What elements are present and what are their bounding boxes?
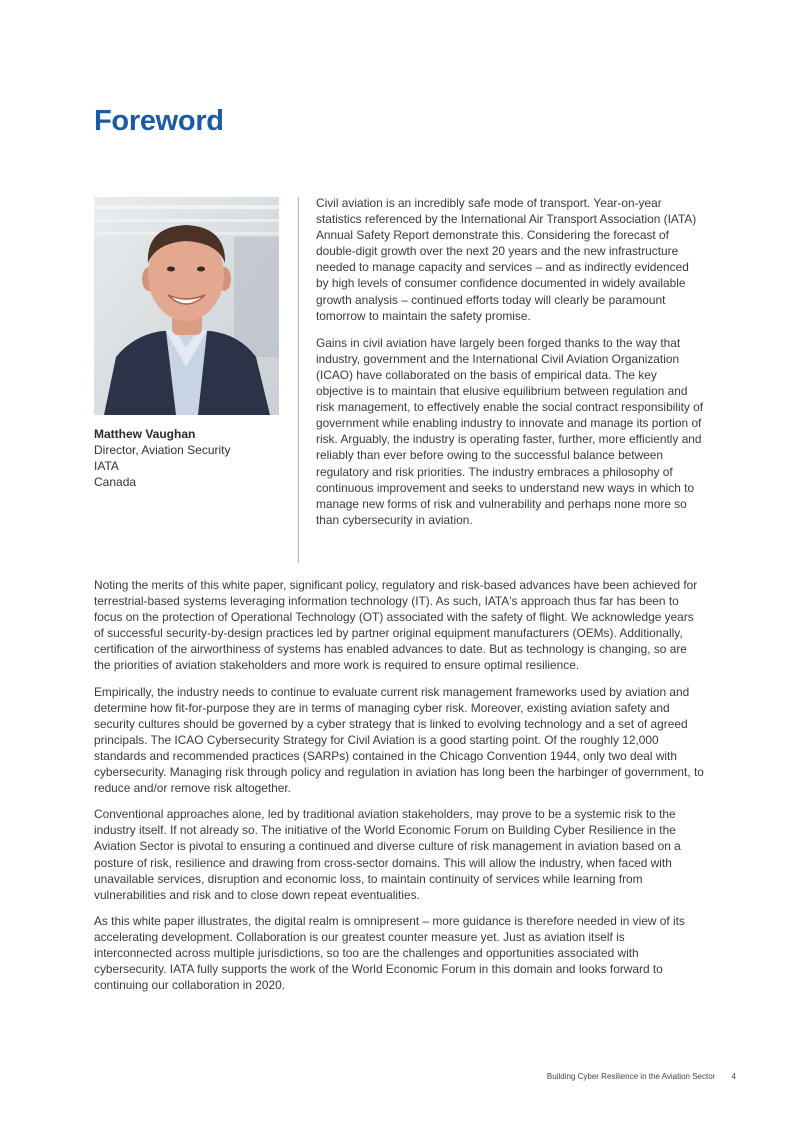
author-role: Director, Aviation Security (94, 443, 231, 457)
intro-paragraph: Gains in civil aviation have largely been forged thanks to the way that industry, government and the International Civil Aviation Organization (ICAO) have collaborated on the basis of empirical data. The key objective is to maintain that elusive equilibrium between regulation and risk management, to effectively enable the social contract responsibility of government while enabling industry to innovate and manage its portion of risk. Arguably, the industry is operating faster, further, more efficiently and reliably than ever before owing to the successful balance between regulatory and risk priorities. The industry embraces a philosophy of continuous improvement and seeks to understand new ways in which to manage new forms of risk and vulnerability and perhaps none more so than cybersecurity in aviation. (316, 335, 704, 527)
column-divider (298, 197, 299, 563)
body-paragraph: Conventional approaches alone, led by traditional aviation stakeholders, may prove to be a systemic risk to the industry itself. If not already so. The initiative of the World Economic Forum on Building Cyber Resilience in the Aviation Sector is pivotal to ensuring a continued and diverse culture of risk management in aviation based on a posture of risk, resilience and drawing from cross-sector domains. This will allow the industry, when faced with unavailable services, disruption and economic loss, to maintain continuity of services while learning from vulnerabilities and risk and to close down repeat eventualities. (94, 807, 681, 902)
footer-document-title: Building Cyber Resilience in the Aviation Sector (546, 1072, 716, 1081)
body-paragraph: As this white paper illustrates, the digital realm is omnipresent – more guidance is therefore needed in view of its accelerating development. Collaboration is our greatest counter measure yet. Just as aviation itself is interconnected across multiple jurisdictions, so too are the challenges and opportunities associated with cybersecurity. IATA fully supports the work of the World Economic Forum in this domain and looks forward to continuing our collaboration in 2020. (94, 913, 685, 993)
page-number: 4 (731, 1072, 736, 1081)
body-paragraph: Noting the merits of this white paper, significant policy, regulatory and risk-based advances have been achieved for terrestrial-based systems leveraging information technology (IT). As such, IATA's approach thus far has been to focus on the protection of Operational Technology (OT) associated with the safety of flight. We acknowledge years of successful security-by-design practices led by partner original equipment manufacturers (OEMs). Additionally, certification of the airworthiness of systems has enabled advances to date. But as technology is changing, so are the priorities of aviation stakeholders and more work is required to ensure optimal resilience. (94, 578, 698, 673)
author-organization: IATA (94, 459, 119, 473)
intro-column (316, 195, 704, 539)
author-portrait-photo (94, 197, 279, 415)
author-name: Matthew Vaughan (94, 427, 196, 441)
body-paragraph: Empirically, the industry needs to continue to evaluate current risk management frameworks used by aviation and determine how fit-for-purpose they are in terms of managing cyber risk. Moreover, existing aviation safety and security cultures should be governed by a cyber strategy that is linked to evolving technology and a set of agreed principals. The ICAO Cybersecurity Strategy for Civil Aviation is a good starting point. Of the roughly 12,000 standards and recommended practices (SARPs) contained in the Chicago Convention 1944, only two deal with cybersecurity. Managing risk through policy and regulation in aviation has long been the harbinger of government, to reduce and/or remove risk altogether. (94, 684, 704, 796)
page-footer (420, 1072, 736, 1081)
body-section (94, 577, 706, 1003)
intro-paragraph: Civil aviation is an incredibly safe mode of transport. Year-on-year statistics referenced by the International Air Transport Association (IATA) Annual Safety Report demonstrate this. Considering the forecast of double-digit growth over the next 20 years and the new infrastructure needed to manage capacity and services – and as indirectly evidenced by high levels of consumer confidence documented in widely available growth analysis – continued efforts today will clearly be paramount tomorrow to maintain the safety promise. (316, 196, 697, 323)
page-title: Foreword (94, 105, 224, 137)
author-caption (94, 426, 284, 490)
author-country: Canada (94, 475, 137, 489)
